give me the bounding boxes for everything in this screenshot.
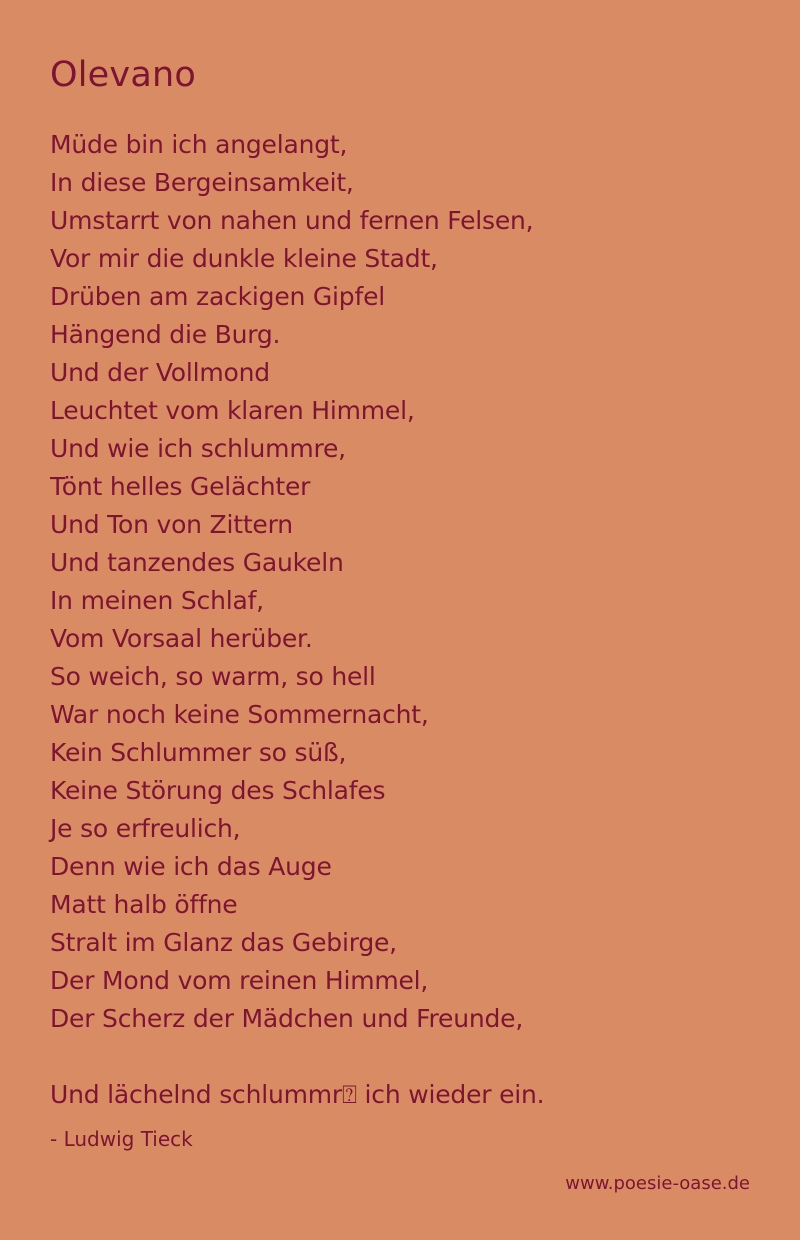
poem-line: Leuchtet vom klaren Himmel, <box>50 396 415 425</box>
poem-line: In meinen Schlaf, <box>50 586 264 615</box>
poem-line: Denn wie ich das Auge <box>50 852 332 881</box>
poem-line: Der Scherz der Mädchen und Freunde, <box>50 1004 524 1033</box>
poem-line: Keine Störung des Schlafes <box>50 776 386 805</box>
poem-line: Und Ton von Zittern <box>50 510 293 539</box>
poem-line: Kein Schlummer so süß, <box>50 738 347 767</box>
poem-line: Und tanzendes Gaukeln <box>50 548 344 577</box>
poem-line: Und lächelnd schlummr⍰ ich wieder ein. <box>50 1080 545 1109</box>
poem-title: Olevano <box>50 55 196 95</box>
poem-line: Der Mond vom reinen Himmel, <box>50 966 429 995</box>
poem-line: Matt halb öffne <box>50 890 238 919</box>
poem-line: Umstarrt von nahen und fernen Felsen, <box>50 206 534 235</box>
poem-line: Und wie ich schlummre, <box>50 434 346 463</box>
poem-line: Drüben am zackigen Gipfel <box>50 282 386 311</box>
poem-line: Vom Vorsaal herüber. <box>50 624 313 653</box>
poem-line: Tönt helles Gelächter <box>50 472 311 501</box>
poem-line: Hängend die Burg. <box>50 320 281 349</box>
website-credit: www.poesie-oase.de <box>565 1173 750 1194</box>
poem-author: - Ludwig Tieck <box>50 1127 193 1151</box>
poem-line: Stralt im Glanz das Gebirge, <box>50 928 397 957</box>
stanza-2 <box>50 1076 544 1114</box>
poem-line: So weich, so warm, so hell <box>50 662 376 691</box>
poem-line: In diese Bergeinsamkeit, <box>50 168 354 197</box>
poem-line: Je so erfreulich, <box>50 814 241 843</box>
poem-line: Müde bin ich angelangt, <box>50 130 348 159</box>
stanza-1 <box>50 126 533 1038</box>
poem-line: Vor mir die dunkle kleine Stadt, <box>50 244 438 273</box>
poem-line: War noch keine Sommernacht, <box>50 700 429 729</box>
poem-line: Und der Vollmond <box>50 358 270 387</box>
